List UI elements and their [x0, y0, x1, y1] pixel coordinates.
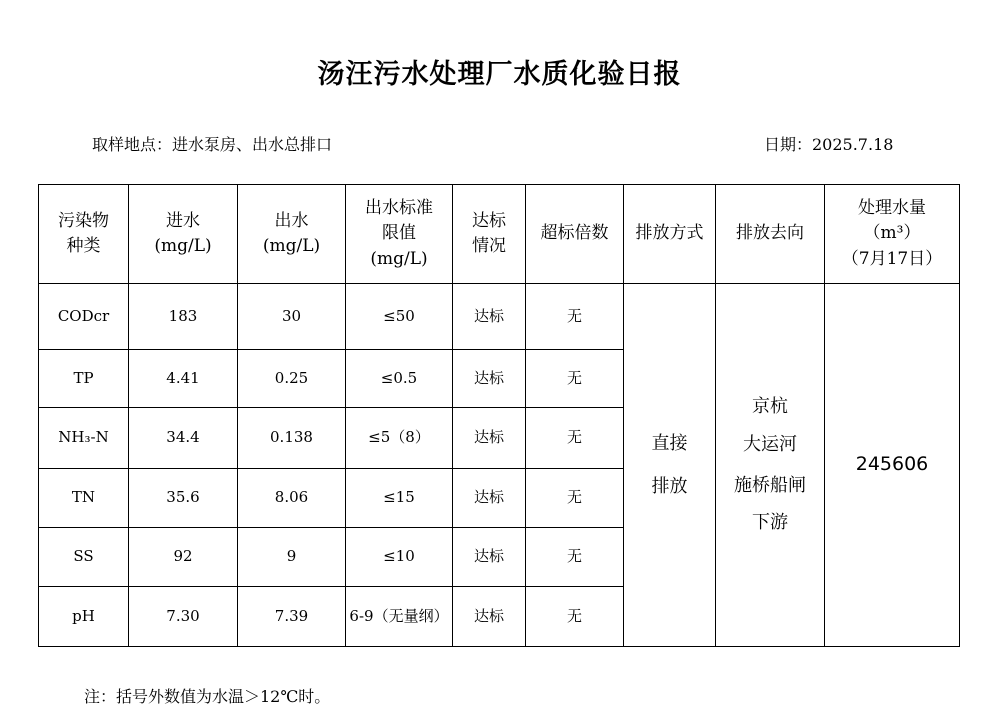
water-quality-table: [38, 184, 960, 647]
header-exceed: 超标倍数: [526, 185, 624, 284]
pollutant-name: SS: [39, 527, 129, 586]
report-title: 汤汪污水处理厂水质化验日报: [317, 59, 682, 90]
header-volume: 处理水量 （m³） （7月17日）: [825, 185, 960, 284]
table-row: [39, 284, 960, 350]
limit-value: ≤0.5: [346, 350, 453, 408]
inflow-value: 34.4: [129, 408, 238, 468]
header-pollutant: 污染物 种类: [39, 185, 129, 284]
compliance-status: 达标: [453, 468, 526, 527]
exceed-multiple: 无: [526, 408, 624, 468]
inflow-value: 92: [129, 527, 238, 586]
header-compliance: 达标 情况: [453, 185, 526, 284]
limit-value: ≤15: [346, 468, 453, 527]
outflow-value: 30: [238, 284, 346, 350]
inflow-value: 183: [129, 284, 238, 350]
header-limit: 出水标准 限值 (mg/L): [346, 185, 453, 284]
exceed-multiple: 无: [526, 350, 624, 408]
discharge-dest-cell: 京杭 大运河 施桥船闸 下游: [716, 284, 825, 647]
compliance-status: 达标: [453, 350, 526, 408]
footnote: 注：括号外数值为水温＞12℃时。: [84, 687, 331, 706]
limit-value: ≤5（8）: [346, 408, 453, 468]
limit-value: ≤50: [346, 284, 453, 350]
sampling-location: 取样地点：进水泵房、出水总排口: [92, 135, 333, 154]
report-date: 日期：2025.7.18: [764, 135, 894, 154]
exceed-multiple: 无: [526, 284, 624, 350]
treated-volume: 245606: [825, 284, 960, 647]
header-discharge-method: 排放方式: [624, 185, 716, 284]
compliance-status: 达标: [453, 408, 526, 468]
outflow-value: 9: [238, 527, 346, 586]
compliance-status: 达标: [453, 284, 526, 350]
limit-value: 6-9（无量纲）: [346, 586, 453, 646]
limit-value: ≤10: [346, 527, 453, 586]
inflow-value: 4.41: [129, 350, 238, 408]
header-outflow: 出水 (mg/L): [238, 185, 346, 284]
compliance-status: 达标: [453, 527, 526, 586]
outflow-value: 8.06: [238, 468, 346, 527]
compliance-status: 达标: [453, 586, 526, 646]
inflow-value: 7.30: [129, 586, 238, 646]
exceed-multiple: 无: [526, 586, 624, 646]
pollutant-name: TN: [39, 468, 129, 527]
pollutant-name: TP: [39, 350, 129, 408]
pollutant-name: CODcr: [39, 284, 129, 350]
exceed-multiple: 无: [526, 468, 624, 527]
table-header-row: [39, 185, 960, 284]
outflow-value: 0.138: [238, 408, 346, 468]
pollutant-name: pH: [39, 586, 129, 646]
exceed-multiple: 无: [526, 527, 624, 586]
inflow-value: 35.6: [129, 468, 238, 527]
pollutant-name: NH₃-N: [39, 408, 129, 468]
outflow-value: 7.39: [238, 586, 346, 646]
discharge-method-cell: 直接 排放: [624, 284, 716, 647]
header-discharge-dest: 排放去向: [716, 185, 825, 284]
outflow-value: 0.25: [238, 350, 346, 408]
header-inflow: 进水 (mg/L): [129, 185, 238, 284]
